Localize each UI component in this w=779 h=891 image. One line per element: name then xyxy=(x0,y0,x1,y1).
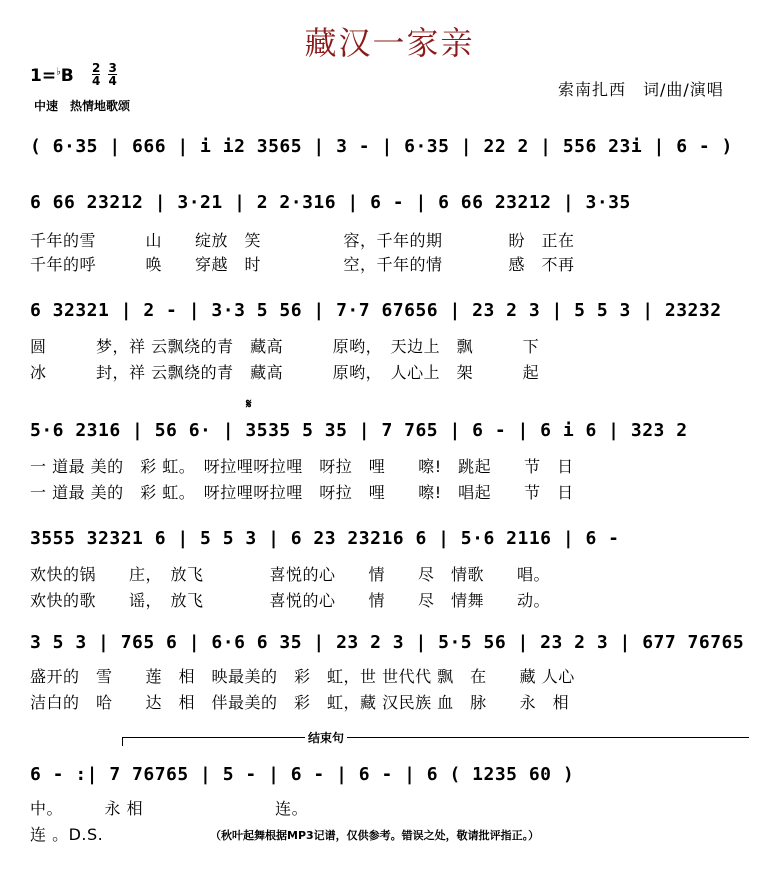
key-signature xyxy=(30,66,74,86)
meter-3-4: $\frac{3}{4}$ xyxy=(108,61,117,88)
lyric-line: 一 道最 美的 彩 虹。 呀拉哩呀拉哩 呀拉 哩 嚓! 跳起 节 日 xyxy=(30,457,574,476)
segno-sign: 𝄋 xyxy=(246,397,252,412)
flat-sign: ♭ xyxy=(56,66,61,78)
lyric-line: 千年的雪 山 绽放 笑 容，千年的期 盼 正在 xyxy=(30,231,575,250)
score-row-1: ( 6·35 | 666 | i i2 3565 | 3 - | 6·35 | 22 2 | 556 23i | 6 - ) xyxy=(30,136,733,157)
time-signatures xyxy=(92,62,120,89)
lyric-line: 连 。D.S. xyxy=(30,825,104,844)
lyric-line: 欢快的锅 庄， 放飞 喜悦的心 情 尽 情歌 唱。 xyxy=(30,565,551,584)
key-note: B xyxy=(60,66,74,86)
lyric-line: 一 道最 美的 彩 虹。 呀拉哩呀拉哩 呀拉 哩 嚓! 唱起 节 日 xyxy=(30,483,574,502)
lyric-line: 冰 封，祥 云飘绕的青 藏高 原哟， 人心上 架 起 xyxy=(30,363,540,382)
lyric-line: 欢快的歌 谣， 放飞 喜悦的心 情 尽 情舞 动。 xyxy=(30,591,551,610)
lyric-line: 千年的呼 唤 穿越 时 空，千年的情 感 不再 xyxy=(30,255,575,274)
score-row-3: 6 32321 | 2 - | 3·3 5 56 | 7·7 67656 | 23 2 3 | 5 5 3 | 23232 xyxy=(30,300,722,321)
score-row-2: 6 66 23212 | 3·21 | 2 2·316 | 6 - | 6 66 23212 | 3·35 xyxy=(30,192,631,213)
score-row-6: 3 5 3 | 765 6 | 6·6 6 35 | 23 2 3 | 5·5 56 | 23 2 3 | 677 76765 xyxy=(30,632,745,653)
key-prefix: 1= xyxy=(30,66,57,86)
tempo-marking: 中速 热情地歌颂 xyxy=(34,99,131,113)
lyric-line: 圆 梦，祥 云飘绕的青 藏高 原哟， 天边上 飘 下 xyxy=(30,337,540,356)
song-title: 藏汉一家亲 xyxy=(304,24,475,62)
ending-bracket xyxy=(122,737,749,746)
credits: 索南扎西 词/曲/演唱 xyxy=(558,80,724,99)
meter-2-4: $\frac{2}{4}$ xyxy=(92,61,101,88)
score-row-4: 5·6 2316 | 56 6· | 3535 5 35 | 7 765 | 6 - | 6 i 6 | 323 2 xyxy=(30,420,688,441)
ending-label: 结束句 xyxy=(305,729,347,746)
lyric-line: 盛开的 雪 莲 相 映最美的 彩 虹，世 世代代 飘 在 藏 人心 xyxy=(30,667,575,686)
lyric-line: 洁白的 哈 达 相 伴最美的 彩 虹，藏 汉民族 血 脉 永 相 xyxy=(30,693,570,712)
lyric-line: 中。 永 相 连。 xyxy=(30,799,309,818)
footnote: （秋叶起舞根据MP3记谱，仅供参考。错误之处，敬请批评指正。） xyxy=(210,829,540,842)
score-row-7: 6 - :| 7 76765 | 5 - | 6 - | 6 - | 6 ( 1235 60 ) xyxy=(30,764,575,785)
score-row-5: 3555 32321 6 | 5 5 3 | 6 23 23216 6 | 5·6 2116 | 6 - xyxy=(30,528,620,549)
